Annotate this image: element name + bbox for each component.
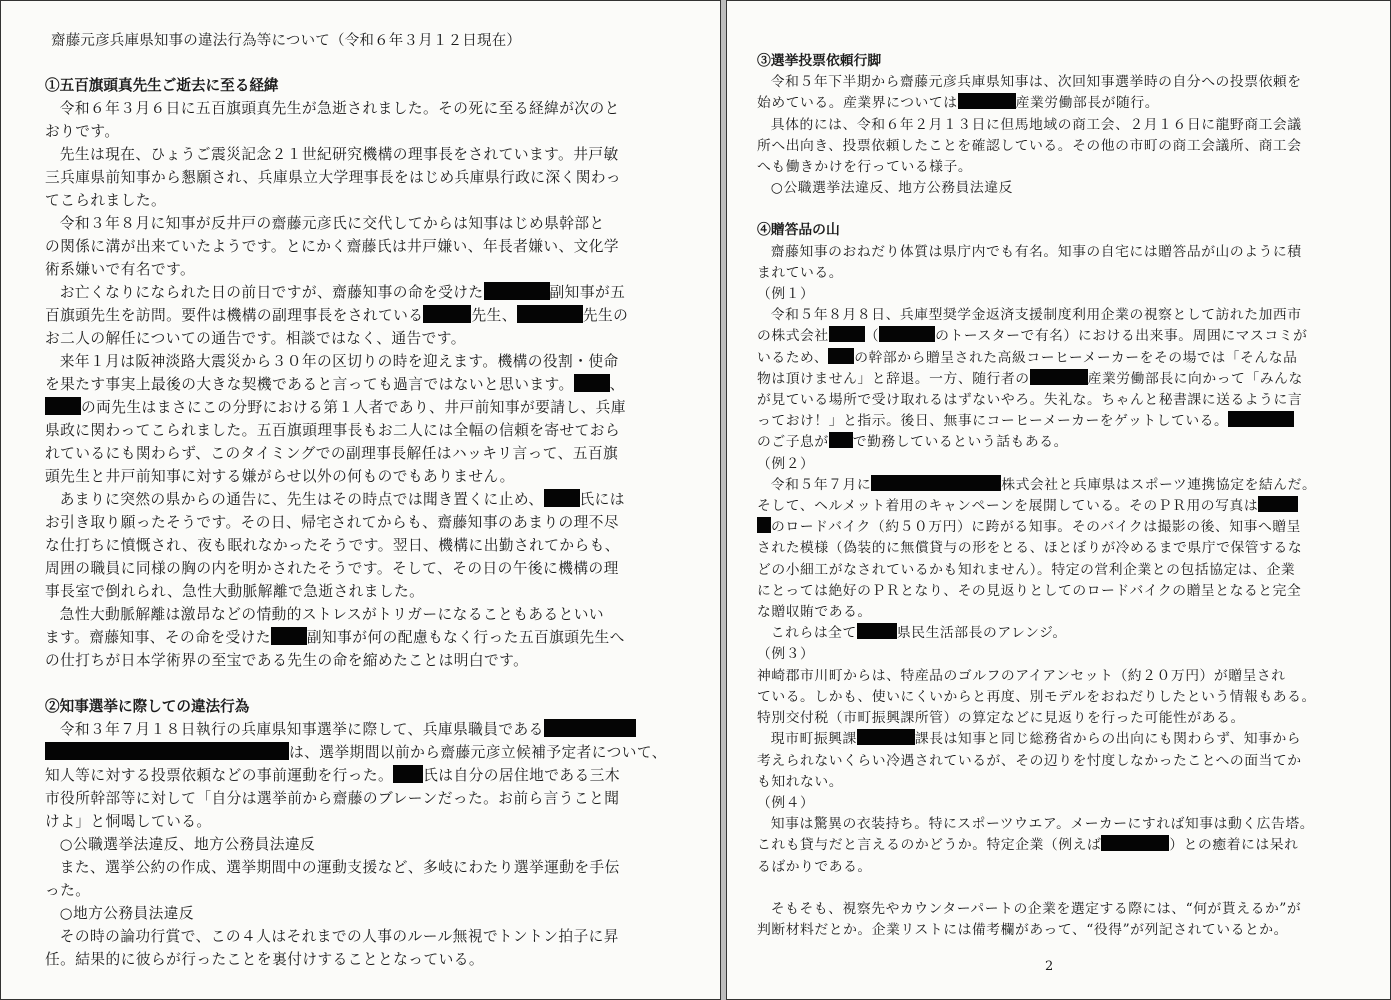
section-3-heading: ③選挙投票依頼行脚 [757,53,882,69]
text-segment: 、 [609,376,625,393]
text-line [757,326,1372,347]
redaction-bar [1228,411,1294,427]
text-segment: 株式会社と兵庫県はスポーツ連携協定を結んだ。 [1001,476,1317,493]
text-line: の関係に溝が出来ていたようです。とにかく齋藤氏は井戸嫌い、年長者嫌い、文化学 [45,238,620,255]
page-number: 2 [1045,959,1054,974]
text-line [45,281,700,304]
text-line: 三兵庫県前知事から懇願され、兵庫県立大学理事長をはじめ兵庫県行政に深く関わっ [45,169,621,186]
text-line: ○地方公務員法違反 [59,905,195,922]
redaction-bar [393,765,423,783]
text-line: 来年１月は阪神淡路大震災から３０年の区切りの時を迎えます。機構の役割・使命 [59,353,619,370]
text-line [45,396,700,419]
text-segment: いるため、 [757,349,829,366]
text-line: まれている。 [757,264,844,281]
redaction-bar [958,93,1016,109]
text-line: 令和３年８月に知事が反井戸の齋藤元彦氏に交代してからは知事はじめ県幹部と [59,215,605,232]
text-segment: 物は頂けません」と辞退。一方、随行者の [757,370,1030,387]
text-line [757,369,1372,390]
text-line: にとっては絶好のＰＲとなり、その見返りとしてのロードバイクの贈呈となると完全 [757,582,1302,599]
text-line [45,741,700,764]
text-line: お二人の解任についての通告です。相談ではなく、通告です。 [45,330,466,347]
text-line: けよ」と恫喝している。 [45,813,212,830]
text-segment: 産業労働部長に向かって「みんな [1087,370,1303,387]
text-segment: のご子息が [757,434,829,451]
redaction-bar [829,326,865,342]
text-line: 判断材料だとか。企業リストには備考欄があって、“役得”が列記されているとか。 [757,921,1289,938]
text-line [45,373,700,396]
text-line: 事長室で倒れられ、急性大動脈解離で急逝されました。 [45,583,425,600]
text-segment: のロードバイク（約５０万円）に跨がる知事。そのバイクは撮影の後、知事へ贈呈 [771,519,1302,536]
text-line: った。 [45,882,91,899]
text-line: 令和６年３月６日に五百旗頭真先生が急逝されました。その死に至る経緯が次のと [59,100,620,117]
redaction-bar [1258,496,1298,512]
text-line: 県政に関わってこられました。五百旗頭理事長もお二人には全幅の信頼を寄せておら [45,422,621,439]
text-line [757,348,1372,369]
text-line: （例１） [757,286,815,303]
text-segment: 百旗頭先生を訪問。要件は機構の副理事長をされている [45,307,424,324]
text-line [757,835,1372,856]
section-2-heading: ②知事選挙に際しての違法行為 [45,698,250,715]
text-segment: の幹部から贈呈された高級コーヒーメーカーをその場では「そんな品 [854,349,1298,366]
text-line: 具体的には、令和６年２月１３日に但馬地域の商工会、２月１６日に龍野商工会議 [770,116,1302,133]
text-line: （例４） [757,794,815,811]
section-2-body [45,718,700,971]
text-line: その時の論功行賞で、この４人はそれまでの人事のルール無視でトントン拍子に昇 [59,928,619,945]
redaction-bar [829,432,853,448]
text-line: （例２） [757,455,815,472]
text-segment: 課長は知事と同じ総務省からの出向にも関わらず、知事から [914,731,1302,748]
text-line [45,764,700,787]
spacer [45,672,700,695]
text-line: 術系嫌いで有名です。 [45,261,196,278]
text-segment: 産業労働部長が随行。 [1015,95,1160,112]
text-segment: 先生、 [471,307,517,324]
redaction-bar [857,623,897,639]
text-line [757,93,1372,114]
text-line: へも働きかけを行っている様子。 [757,159,973,176]
text-line: された模様（偽装的に無償貸与の形をとる、ほとぼりが冷めるまで県庁で保管するな [757,540,1303,557]
redaction-bar [45,397,81,415]
document-page-right [726,0,1391,1000]
text-line [45,488,700,511]
text-segment: 令和５年７月に [770,476,872,493]
text-segment: の株式会社 [757,328,829,345]
text-segment: は、選挙期間以前から齋藤元彦立候補予定者について、 [289,744,667,761]
text-line [757,517,1372,538]
redaction-bar [828,348,854,364]
text-segment: 始めている。産業界については [757,95,958,112]
text-segment: ）との癒着には呆れ [1169,837,1299,854]
text-line: ○公職選挙法違反、地方公務員法違反 [59,836,316,853]
text-line: 神崎郡市川町からは、特産品のゴルフのアイアンセット（約２０万円）が贈呈され [757,667,1286,684]
text-line: 頭先生と井戸前知事に対する嫌がらせ以外の何ものでもありません。 [45,468,515,485]
text-line [45,304,700,327]
redaction-bar [1030,369,1088,385]
text-line: な仕打ちに憤慨され、夜も眠れなかったそうです。翌日、機構に出勤されてからも、 [45,537,620,554]
redaction-bar [574,374,610,392]
text-line: 特別交付税（市町振興課所管）の算定などに見返りを行った可能性がある。 [757,710,1245,727]
text-segment: 先生の [582,307,629,324]
text-line: そもそも、視察先やカウンターパートの企業を選定する際には、“何が貰えるか”が [770,900,1302,917]
redaction-bar [517,305,583,323]
spacer [757,199,1372,220]
text-segment: お亡くなりになられた日の前日ですが、齋藤知事の命を受けた [59,284,484,301]
redaction-bar [757,517,771,533]
text-line: どの小細工がなされているかも知れません）。特定の営利企業との包括協定は、企業 [757,561,1296,578]
text-segment: っておけ！」と指示。後日、無事にコーヒーメーカーをゲットしている。 [757,413,1229,430]
text-segment: そして、ヘルメット着用のキャンペーンを展開している。そのＰＲ用の写真は [757,498,1259,515]
section-4-heading: ④贈答品の山 [757,222,840,239]
text-line: 先生は現在、ひょうご震災記念２１世紀研究機構の理事長をされています。井戸敏 [59,146,619,163]
text-line [757,432,1372,453]
text-line [45,718,700,741]
redaction-bar [423,305,471,323]
text-line [45,626,700,649]
text-line: ○公職選挙法違反、地方公務員法違反 [770,180,1013,197]
text-segment: 氏には [579,491,625,508]
text-segment: 県民生活部長のアレンジ。 [896,625,1067,642]
text-line: 所へ出向き、投票依頼したことを確認している。その他の市町の商工会議所、商工会 [757,137,1302,154]
text-line: 市役所幹部等に対して「自分は選挙前から齋藤のブレーンだった。お前ら言うこと聞 [45,790,620,807]
text-segment: 知人等に対する投票依頼などの事前運動を行った。 [45,767,394,784]
redaction-bar [484,282,550,300]
section-4-body [757,242,1372,942]
text-line [757,496,1372,517]
text-segment: の両先生はまさにこの分野における第１人者であり、井戸前知事が要請し、兵庫 [81,399,626,416]
text-line: ている。しかも、使いにくいからと再度、別モデルをおねだりしたという情報もある。 [757,688,1316,705]
text-line: 齋藤知事のおねだり体質は県庁内でも有名。知事の自宅には贈答品が山のように積 [770,243,1302,260]
redaction-bar [271,627,307,645]
text-line: おりです。 [45,123,120,140]
spacer [757,878,1372,899]
text-line: の仕打ちが日本学術界の至宝である先生の命を縮めたことは明白です。 [45,652,529,669]
text-segment: 副知事が何の配慮もなく行った五百旗頭先生へ [306,629,625,646]
text-line: が見ている場所で受け取れるはずないやろ。失礼な。ちゃんと秘書課に送るように言 [757,392,1303,409]
text-segment: （ [864,328,880,345]
text-segment: を果たす事実上最後の大きな契機であると言っても過言ではないと思います。 [45,376,574,393]
text-line: 周囲の職員に同様の胸の内を明かされたそうです。そして、その日の午後に機構の理 [45,560,619,577]
text-segment: で勤務しているという話もある。 [852,434,1068,451]
redaction-bar [1101,835,1169,851]
redaction-bar [879,326,935,342]
text-segment: 現市町振興課 [770,731,857,748]
text-line: （例３） [757,646,815,663]
text-line: 任。結果的に彼らが行ったことを裏付けすることとなっている。 [45,951,484,968]
text-segment: 副知事が五 [549,284,626,301]
text-line: れているにも関わらず、このタイミングでの副理事長解任はハッキリ言って、五百旗 [45,445,619,462]
redaction-bar [871,475,1001,491]
text-segment: これらは全て [770,625,857,642]
text-line: るばかりである。 [757,858,872,875]
section-3-body [757,72,1372,199]
text-line: 考えられないくらい冷遇されているが、その辺りを忖度しなかったことへの面当てか [757,752,1302,769]
text-segment: あまりに突然の県からの通告に、先生はその時点では聞き置くに止め、 [59,491,544,508]
text-line: てこられました。 [45,192,167,209]
section-1-heading: ①五百旗頭真先生ご逝去に至る経緯 [45,77,279,94]
redaction-bar [45,742,289,760]
text-line [757,411,1372,432]
text-line: お引き取り願ったそうです。その日、帰宅されてからも、齋藤知事のあまりの理不尽 [45,514,620,531]
section-1-body [45,97,700,672]
text-line [757,475,1372,496]
text-line: な贈収賄である。 [757,604,872,621]
text-segment: 氏は自分の居住地である三木 [423,767,620,784]
redaction-bar [857,729,915,745]
text-segment: これも貸与だと言えるのかどうか。特定企業（例えば [757,837,1102,854]
text-segment: 令和３年７月１８日執行の兵庫県知事選挙に際して、兵庫県職員である [59,721,544,738]
text-line: 令和５年８月８日、兵庫型奨学金返済支援制度利用企業の視察として訪れた加西市 [770,307,1302,324]
document-title: 齋藤元彦兵庫県知事の違法行為等について（令和６年３月１２日現在） [51,33,522,49]
redaction-bar [544,489,580,507]
redaction-bar [544,719,636,737]
text-line: 知事は驚異の衣装持ち。特にスポーツウエア。メーカーにすれば知事は動く広告塔。 [770,816,1315,833]
text-line: 急性大動脈解離は激昂などの情動的ストレスがトリガーになることもあるといい [59,606,605,623]
text-line [757,729,1372,750]
text-segment: ます。齋藤知事、その命を受けた [45,629,271,646]
text-line: も知れない。 [757,773,844,790]
text-line [757,623,1372,644]
text-line: また、選挙公約の作成、選挙期間中の運動支援など、多岐にわたり選挙運動を手伝 [59,859,620,876]
text-line: 令和５年下半期から齋藤元彦兵庫県知事は、次回知事選挙時の自分への投票依頼を [770,74,1302,91]
text-segment: のトースターで有名）における出来事。周囲にマスコミが [935,328,1308,345]
